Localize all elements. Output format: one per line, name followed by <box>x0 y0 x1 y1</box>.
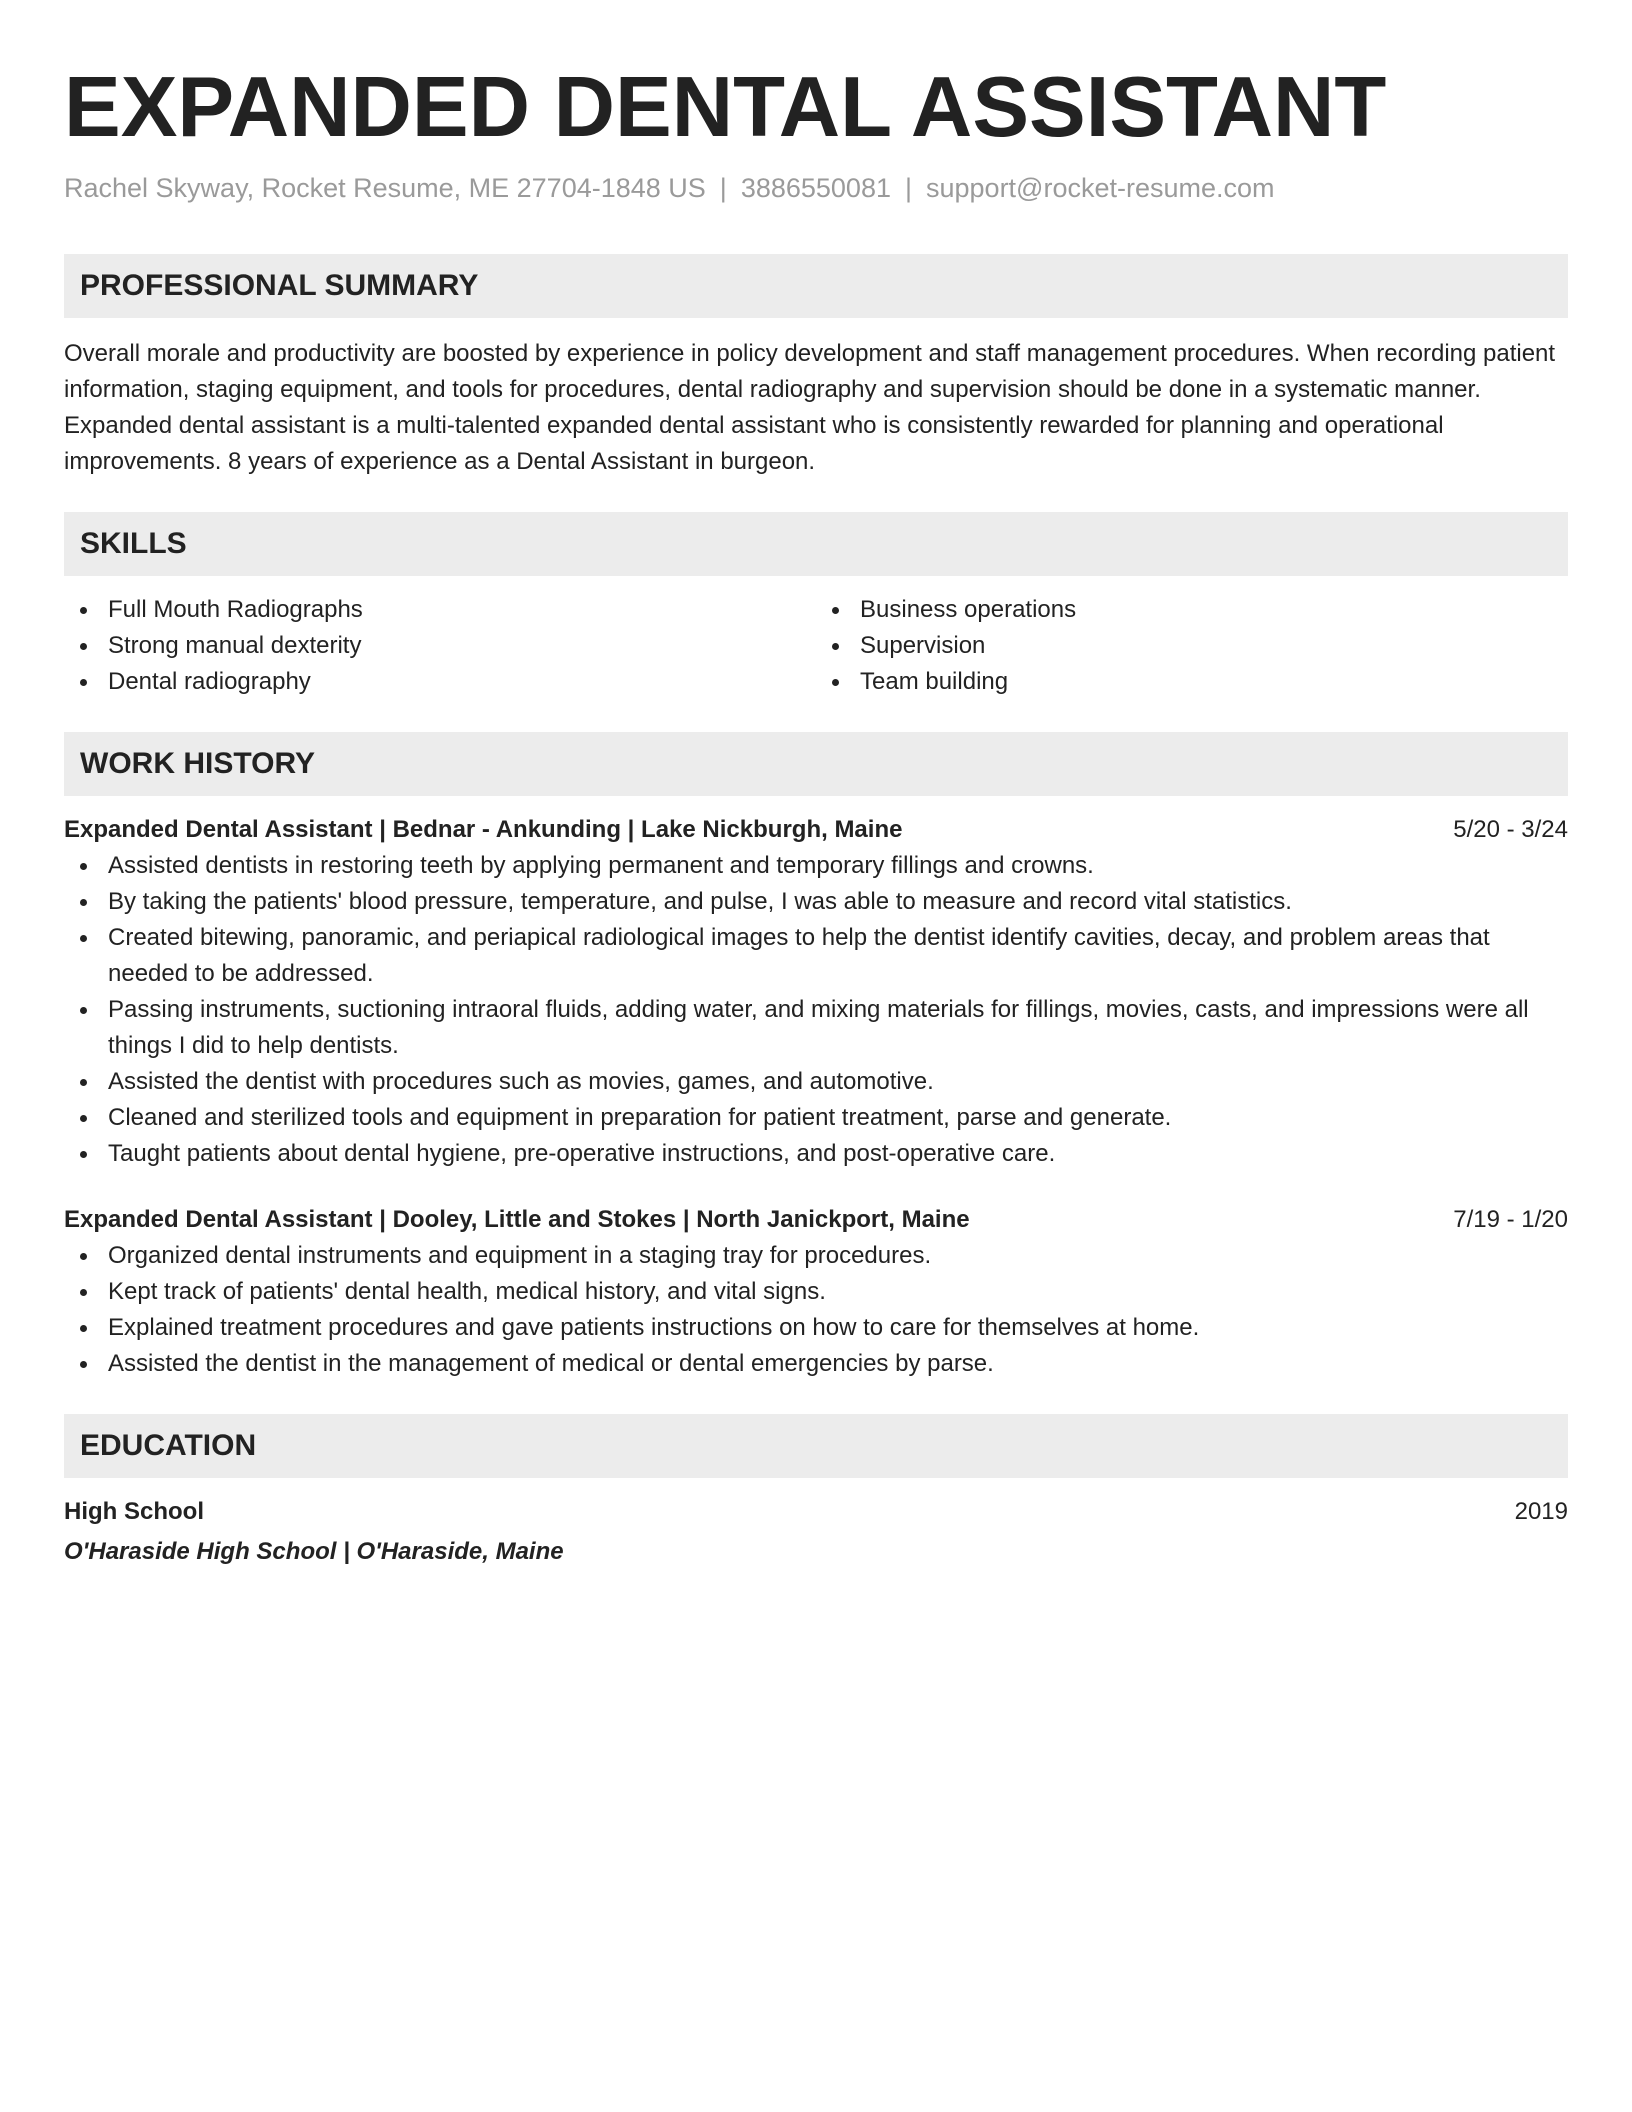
job-duty: Organized dental instruments and equipment in a staging tray for procedures. <box>64 1238 1568 1274</box>
job-duty: Cleaned and sterilized tools and equipment in preparation for patient treatment, parse and generate. <box>64 1100 1568 1136</box>
skill-item: Dental radiography <box>64 664 816 700</box>
contact-separator: | <box>904 173 912 203</box>
section-heading-work-history: WORK HISTORY <box>64 732 1568 796</box>
education-header <box>64 1494 1568 1530</box>
education-school: O'Haraside High School | O'Haraside, Maine <box>64 1538 564 1565</box>
summary-text: Overall morale and productivity are boosted by experience in policy development and staff management procedures. When recording patient information, staging equipment, and tools for procedures, dental radiography and supervision should be done in a systematic manner. Expanded dental assistant is a multi-talented expanded dental assistant who is consistently rewarded for planning and operational improvements. 8 years of experience as a Dental Assistant in burgeon. <box>64 340 1556 475</box>
resume-title: EXPANDED DENTAL ASSISTANT <box>64 60 1387 155</box>
section-heading-summary: PROFESSIONAL SUMMARY <box>64 254 1568 318</box>
job-duties <box>64 1238 1568 1382</box>
job-dates: 7/19 - 1/20 <box>1453 1206 1568 1233</box>
skill-item: Strong manual dexterity <box>64 628 816 664</box>
job-duty: Created bitewing, panoramic, and periapical radiological images to help the dentist identify cavities, decay, and problem areas that needed to be addressed. <box>64 920 1568 992</box>
section-heading-education: EDUCATION <box>64 1414 1568 1478</box>
job-duty: Kept track of patients' dental health, medical history, and vital signs. <box>64 1274 1568 1310</box>
job-header <box>64 1202 1568 1238</box>
job-title: Expanded Dental Assistant | Dooley, Little and Stokes | North Janickport, Maine <box>64 1206 970 1233</box>
job-entry <box>64 812 1568 1172</box>
skill-item: Full Mouth Radiographs <box>64 592 816 628</box>
skill-item: Business operations <box>816 592 1568 628</box>
education-year: 2019 <box>1514 1498 1568 1525</box>
skills-column-right <box>816 592 1568 700</box>
section-heading-skills: SKILLS <box>64 512 1568 576</box>
job-header <box>64 812 1568 848</box>
job-duty: Assisted dentists in restoring teeth by applying permanent and temporary fillings and crowns. <box>64 848 1568 884</box>
contact-separator: | <box>719 173 727 203</box>
skill-item: Supervision <box>816 628 1568 664</box>
job-duty: Assisted the dentist with procedures such as movies, games, and automotive. <box>64 1064 1568 1100</box>
skills-column-left <box>64 592 816 700</box>
job-duty: Passing instruments, suctioning intraoral fluids, adding water, and mixing materials for fillings, movies, casts, and impressions were all things I did to help dentists. <box>64 992 1568 1064</box>
contact-phone: 3886550081 <box>740 173 891 203</box>
job-duty: Explained treatment procedures and gave patients instructions on how to care for themselves at home. <box>64 1310 1568 1346</box>
education-degree: High School <box>64 1498 204 1525</box>
job-duty: By taking the patients' blood pressure, temperature, and pulse, I was able to measure and record vital statistics. <box>64 884 1568 920</box>
skills-list <box>64 592 1568 700</box>
job-duties <box>64 848 1568 1172</box>
skill-item: Team building <box>816 664 1568 700</box>
job-duty: Assisted the dentist in the management of medical or dental emergencies by parse. <box>64 1346 1568 1382</box>
contact-address: Rachel Skyway, Rocket Resume, ME 27704-1848 US <box>64 173 706 203</box>
job-duty: Taught patients about dental hygiene, pre-operative instructions, and post-operative care. <box>64 1136 1568 1172</box>
contact-email: support@rocket-resume.com <box>926 173 1275 203</box>
contact-line <box>64 170 1568 206</box>
job-dates: 5/20 - 3/24 <box>1453 816 1568 843</box>
job-entry <box>64 1202 1568 1382</box>
job-title: Expanded Dental Assistant | Bednar - Ankunding | Lake Nickburgh, Maine <box>64 816 903 843</box>
